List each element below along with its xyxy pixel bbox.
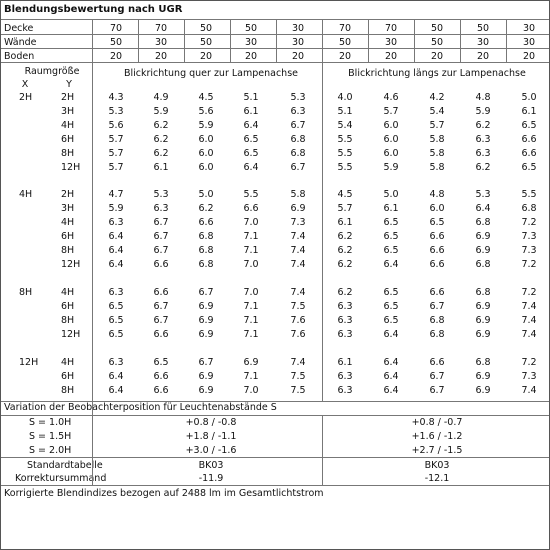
grid-line [322, 415, 323, 485]
ugr-value: 5.7 [337, 203, 353, 214]
ugr-value: 6.7 [153, 301, 169, 312]
ugr-value: 6.9 [198, 301, 214, 312]
ugr-value: 6.4 [108, 259, 124, 270]
ugr-value: 7.1 [243, 301, 259, 312]
ugr-value: 6.0 [198, 134, 214, 145]
ugr-value: 7.4 [290, 231, 306, 242]
ugr-value: 6.8 [198, 231, 214, 242]
ugr-value: 6.6 [429, 231, 445, 242]
ugr-value: 5.3 [153, 189, 169, 200]
grid-line [322, 62, 323, 401]
ugr-value: 6.1 [521, 106, 537, 117]
ugr-value: 6.0 [198, 148, 214, 159]
variation-laengs: +2.7 / -1.5 [411, 445, 463, 456]
ugr-value: 5.3 [290, 92, 306, 103]
reflectance-waende: 30 [476, 37, 490, 48]
ugr-value: 6.9 [475, 245, 491, 256]
ugr-value: 6.4 [383, 385, 399, 396]
ugr-value: 6.8 [290, 148, 306, 159]
grid-line [184, 19, 185, 62]
ugr-value: 5.9 [475, 106, 491, 117]
ugr-value: 4.3 [108, 92, 124, 103]
ugr-value: 6.2 [337, 231, 353, 242]
ugr-value: 6.3 [475, 134, 491, 145]
standard-quer: BK03 [198, 460, 224, 471]
variation-title: Variation der Beobachterposition für Leuchtenabstände S [4, 402, 277, 413]
ugr-value: 6.9 [475, 385, 491, 396]
ugr-value: 5.5 [521, 189, 537, 200]
variation-quer: +0.8 / -0.8 [185, 417, 237, 428]
header-y: Y [66, 79, 72, 90]
ugr-value: 6.6 [521, 134, 537, 145]
ugr-value: 6.5 [243, 134, 259, 145]
ugr-value: 7.4 [521, 329, 537, 340]
ugr-value: 6.0 [198, 162, 214, 173]
ugr-value: 7.1 [243, 245, 259, 256]
reflectance-waende: 30 [244, 37, 258, 48]
ugr-value: 6.3 [337, 385, 353, 396]
ugr-value: 6.1 [153, 162, 169, 173]
variation-label: S = 2.0H [29, 445, 72, 456]
reflectance-decke: 50 [244, 23, 258, 34]
ugr-value: 6.8 [475, 287, 491, 298]
grid-line [230, 19, 231, 62]
reflectance-decke: 70 [338, 23, 352, 34]
ugr-value: 5.4 [429, 106, 445, 117]
ugr-value: 6.9 [475, 371, 491, 382]
ugr-value: 7.4 [290, 287, 306, 298]
ugr-value: 6.5 [383, 231, 399, 242]
reflectance-decke: 50 [430, 23, 444, 34]
ugr-value: 4.0 [337, 92, 353, 103]
room-y: 4H [61, 120, 75, 131]
ugr-value: 7.1 [243, 371, 259, 382]
reflectance-decke: 50 [199, 23, 213, 34]
reflectance-boden: 20 [244, 51, 258, 62]
ugr-value: 5.0 [383, 189, 399, 200]
ugr-value: 5.7 [108, 134, 124, 145]
grid-line [1, 48, 549, 49]
ugr-value: 5.8 [429, 134, 445, 145]
ugr-value: 5.5 [337, 148, 353, 159]
room-x: 2H [19, 92, 33, 103]
ugr-value: 5.8 [429, 162, 445, 173]
ugr-value: 6.7 [153, 315, 169, 326]
reflectance-waende: 30 [522, 37, 536, 48]
grid-line [368, 19, 369, 62]
ugr-value: 5.3 [108, 106, 124, 117]
ugr-value: 6.4 [243, 162, 259, 173]
label-boden: Boden [4, 51, 35, 62]
table-title: Blendungsbewertung nach UGR [4, 4, 183, 15]
ugr-value: 6.6 [153, 287, 169, 298]
ugr-value: 6.1 [337, 357, 353, 368]
ugr-value: 6.2 [153, 134, 169, 145]
ugr-value: 4.8 [429, 189, 445, 200]
ugr-value: 7.2 [521, 259, 537, 270]
ugr-value: 7.4 [521, 301, 537, 312]
ugr-value: 6.4 [475, 203, 491, 214]
room-y: 8H [61, 245, 75, 256]
ugr-value: 5.7 [429, 120, 445, 131]
standard-laengs: BK03 [424, 460, 450, 471]
variation-laengs: +1.6 / -1.2 [411, 431, 463, 442]
reflectance-decke: 70 [154, 23, 168, 34]
ugr-value: 6.5 [108, 315, 124, 326]
ugr-value: 6.8 [429, 329, 445, 340]
room-y: 2H [61, 189, 75, 200]
ugr-value: 7.2 [521, 217, 537, 228]
ugr-value: 7.3 [521, 231, 537, 242]
footer-note: Korrigierte Blendindizes bezogen auf 2488 lm im Gesamtlichtstrom [4, 488, 324, 499]
reflectance-decke: 70 [384, 23, 398, 34]
ugr-value: 6.8 [475, 259, 491, 270]
ugr-value: 6.9 [198, 385, 214, 396]
korrektur-laengs: -12.1 [424, 473, 450, 484]
header-x: X [21, 79, 29, 90]
room-y: 4H [61, 287, 75, 298]
ugr-value: 6.0 [383, 120, 399, 131]
ugr-value: 7.2 [521, 357, 537, 368]
header-laengs: Blickrichtung längs zur Lampenachse [348, 68, 526, 79]
ugr-value: 5.4 [337, 120, 353, 131]
ugr-value: 6.6 [521, 148, 537, 159]
ugr-value: 6.3 [337, 371, 353, 382]
ugr-value: 6.7 [290, 120, 306, 131]
grid-line [1, 457, 549, 458]
ugr-value: 6.3 [108, 287, 124, 298]
reflectance-boden: 20 [522, 51, 536, 62]
ugr-value: 6.5 [383, 245, 399, 256]
ugr-value: 6.7 [153, 245, 169, 256]
ugr-value: 5.8 [429, 148, 445, 159]
grid-line [276, 19, 277, 62]
ugr-value: 7.0 [243, 287, 259, 298]
ugr-value: 6.6 [243, 203, 259, 214]
ugr-value: 7.3 [521, 245, 537, 256]
ugr-value: 6.0 [429, 203, 445, 214]
header-raumgroesse: Raumgröße [24, 66, 80, 77]
room-y: 6H [61, 231, 75, 242]
grid-line [1, 34, 549, 35]
room-y: 4H [61, 357, 75, 368]
reflectance-boden: 20 [199, 51, 213, 62]
reflectance-waende: 50 [199, 37, 213, 48]
grid-line [322, 19, 323, 62]
ugr-value: 5.6 [198, 106, 214, 117]
ugr-value: 6.8 [429, 315, 445, 326]
reflectance-boden: 20 [154, 51, 168, 62]
ugr-value: 6.7 [429, 371, 445, 382]
ugr-value: 4.2 [429, 92, 445, 103]
ugr-value: 6.5 [383, 315, 399, 326]
reflectance-waende: 30 [384, 37, 398, 48]
ugr-value: 6.5 [153, 357, 169, 368]
grid-line [1, 485, 549, 486]
reflectance-waende: 50 [109, 37, 123, 48]
room-y: 3H [61, 106, 75, 117]
ugr-value: 7.4 [521, 385, 537, 396]
room-y: 6H [61, 371, 75, 382]
grid-line [414, 19, 415, 62]
ugr-value: 6.7 [290, 162, 306, 173]
ugr-value: 6.5 [521, 120, 537, 131]
ugr-value: 6.9 [198, 329, 214, 340]
ugr-value: 6.5 [429, 217, 445, 228]
ugr-value: 6.1 [383, 203, 399, 214]
ugr-value: 7.3 [290, 217, 306, 228]
variation-label: S = 1.5H [29, 431, 72, 442]
ugr-value: 6.2 [475, 120, 491, 131]
room-x: 4H [19, 189, 33, 200]
ugr-value: 6.7 [153, 217, 169, 228]
grid-line [1, 19, 549, 20]
ugr-value: 6.5 [243, 148, 259, 159]
ugr-value: 5.9 [108, 203, 124, 214]
ugr-value: 6.6 [153, 329, 169, 340]
ugr-value: 6.6 [429, 245, 445, 256]
reflectance-boden: 20 [384, 51, 398, 62]
grid-line [1, 62, 549, 63]
ugr-value: 6.2 [198, 203, 214, 214]
ugr-value: 6.2 [337, 287, 353, 298]
standard-label: Standardtabelle [27, 460, 103, 471]
header-quer: Blickrichtung quer zur Lampenachse [123, 68, 299, 79]
ugr-value: 6.7 [198, 357, 214, 368]
ugr-value: 6.7 [429, 385, 445, 396]
reflectance-boden: 20 [430, 51, 444, 62]
ugr-value: 6.4 [383, 259, 399, 270]
ugr-value: 5.5 [337, 134, 353, 145]
ugr-value: 5.7 [108, 148, 124, 159]
ugr-value: 6.3 [337, 315, 353, 326]
ugr-value: 7.3 [521, 371, 537, 382]
ugr-value: 6.6 [429, 287, 445, 298]
ugr-value: 5.5 [337, 162, 353, 173]
ugr-value: 6.8 [198, 259, 214, 270]
ugr-value: 7.4 [290, 357, 306, 368]
ugr-value: 6.6 [153, 371, 169, 382]
variation-label: S = 1.0H [29, 417, 72, 428]
ugr-value: 6.6 [429, 357, 445, 368]
ugr-value: 6.2 [153, 120, 169, 131]
reflectance-waende: 50 [338, 37, 352, 48]
room-y: 4H [61, 217, 75, 228]
reflectance-decke: 30 [291, 23, 305, 34]
ugr-value: 7.4 [290, 245, 306, 256]
ugr-value: 6.7 [153, 231, 169, 242]
ugr-value: 6.5 [108, 301, 124, 312]
ugr-value: 7.1 [243, 315, 259, 326]
korrektur-quer: -11.9 [198, 473, 224, 484]
ugr-value: 6.3 [337, 301, 353, 312]
room-y: 3H [61, 203, 75, 214]
grid-line [92, 62, 93, 485]
reflectance-decke: 50 [476, 23, 490, 34]
ugr-value: 6.8 [290, 134, 306, 145]
ugr-value: 6.4 [108, 385, 124, 396]
ugr-value: 6.5 [383, 217, 399, 228]
room-y: 12H [61, 162, 81, 173]
ugr-value: 6.8 [521, 203, 537, 214]
ugr-value: 6.6 [429, 259, 445, 270]
ugr-value: 7.2 [521, 287, 537, 298]
ugr-value: 6.6 [153, 385, 169, 396]
ugr-value: 6.3 [337, 329, 353, 340]
ugr-value: 4.8 [475, 92, 491, 103]
ugr-value: 6.3 [108, 217, 124, 228]
ugr-value: 5.6 [108, 120, 124, 131]
ugr-value: 7.5 [290, 371, 306, 382]
ugr-value: 6.9 [475, 231, 491, 242]
ugr-value: 6.7 [198, 287, 214, 298]
ugr-value: 7.0 [243, 259, 259, 270]
ugr-value: 6.3 [475, 148, 491, 159]
ugr-value: 6.8 [475, 217, 491, 228]
ugr-value: 6.8 [198, 245, 214, 256]
room-y: 12H [61, 259, 81, 270]
ugr-value: 6.4 [383, 371, 399, 382]
ugr-value: 6.4 [383, 329, 399, 340]
variation-quer: +3.0 / -1.6 [185, 445, 237, 456]
ugr-value: 6.5 [383, 301, 399, 312]
ugr-value: 5.9 [383, 162, 399, 173]
ugr-value: 5.1 [337, 106, 353, 117]
reflectance-boden: 20 [291, 51, 305, 62]
ugr-value: 7.4 [290, 259, 306, 270]
ugr-value: 6.9 [475, 329, 491, 340]
room-y: 12H [61, 329, 81, 340]
ugr-value: 6.4 [108, 231, 124, 242]
ugr-value: 6.5 [108, 329, 124, 340]
reflectance-boden: 20 [109, 51, 123, 62]
ugr-value: 5.3 [475, 189, 491, 200]
grid-line [92, 19, 93, 62]
label-decke: Decke [4, 23, 34, 34]
ugr-value: 5.8 [290, 189, 306, 200]
grid-line [1, 401, 549, 402]
ugr-value: 7.6 [290, 329, 306, 340]
room-y: 8H [61, 385, 75, 396]
ugr-value: 6.9 [198, 315, 214, 326]
ugr-value: 6.2 [337, 259, 353, 270]
ugr-value: 4.5 [198, 92, 214, 103]
ugr-value: 6.9 [198, 371, 214, 382]
ugr-value: 6.4 [243, 120, 259, 131]
ugr-value: 6.3 [290, 106, 306, 117]
variation-laengs: +0.8 / -0.7 [411, 417, 463, 428]
ugr-value: 6.5 [521, 162, 537, 173]
room-x: 8H [19, 287, 33, 298]
label-waende: Wände [4, 37, 37, 48]
ugr-value: 6.2 [475, 162, 491, 173]
ugr-value: 4.9 [153, 92, 169, 103]
room-y: 2H [61, 92, 75, 103]
ugr-value: 6.9 [475, 315, 491, 326]
ugr-value: 5.7 [108, 162, 124, 173]
reflectance-boden: 20 [338, 51, 352, 62]
ugr-value: 6.8 [475, 357, 491, 368]
room-y: 6H [61, 301, 75, 312]
ugr-value: 6.6 [153, 259, 169, 270]
ugr-value: 7.1 [243, 231, 259, 242]
ugr-value: 6.9 [475, 301, 491, 312]
ugr-value: 6.0 [383, 148, 399, 159]
ugr-value: 5.0 [521, 92, 537, 103]
ugr-value: 7.5 [290, 385, 306, 396]
grid-line [460, 19, 461, 62]
grid-line [138, 19, 139, 62]
ugr-value: 6.6 [198, 217, 214, 228]
ugr-value: 4.6 [383, 92, 399, 103]
ugr-value: 7.5 [290, 301, 306, 312]
ugr-value: 6.1 [337, 217, 353, 228]
ugr-value: 5.5 [243, 189, 259, 200]
ugr-value: 5.0 [198, 189, 214, 200]
reflectance-waende: 30 [154, 37, 168, 48]
korrektur-label: Korrektursummand [15, 473, 107, 484]
ugr-value: 6.4 [108, 245, 124, 256]
ugr-value: 4.5 [337, 189, 353, 200]
ugr-value: 6.9 [243, 357, 259, 368]
ugr-value: 5.1 [243, 92, 259, 103]
room-y: 8H [61, 315, 75, 326]
room-y: 6H [61, 134, 75, 145]
ugr-value: 6.4 [383, 357, 399, 368]
ugr-value: 6.3 [153, 203, 169, 214]
room-y: 8H [61, 148, 75, 159]
ugr-value: 5.9 [198, 120, 214, 131]
reflectance-decke: 70 [109, 23, 123, 34]
ugr-value: 7.6 [290, 315, 306, 326]
reflectance-waende: 30 [291, 37, 305, 48]
ugr-value: 7.4 [521, 315, 537, 326]
reflectance-decke: 30 [522, 23, 536, 34]
ugr-value: 7.1 [243, 329, 259, 340]
ugr-value: 6.3 [108, 357, 124, 368]
ugr-value: 6.4 [108, 371, 124, 382]
ugr-value: 4.7 [108, 189, 124, 200]
variation-quer: +1.8 / -1.1 [185, 431, 237, 442]
ugr-value: 5.7 [383, 106, 399, 117]
ugr-value: 5.9 [153, 106, 169, 117]
ugr-value: 6.5 [383, 287, 399, 298]
room-x: 12H [19, 357, 39, 368]
ugr-value: 6.1 [243, 106, 259, 117]
grid-line [1, 415, 549, 416]
reflectance-waende: 50 [430, 37, 444, 48]
ugr-value: 6.7 [429, 301, 445, 312]
grid-line [506, 19, 507, 62]
ugr-value: 7.0 [243, 385, 259, 396]
ugr-value: 7.0 [243, 217, 259, 228]
ugr-value: 6.0 [383, 134, 399, 145]
ugr-value: 6.2 [153, 148, 169, 159]
ugr-value: 6.9 [290, 203, 306, 214]
ugr-value: 6.2 [337, 245, 353, 256]
reflectance-boden: 20 [476, 51, 490, 62]
